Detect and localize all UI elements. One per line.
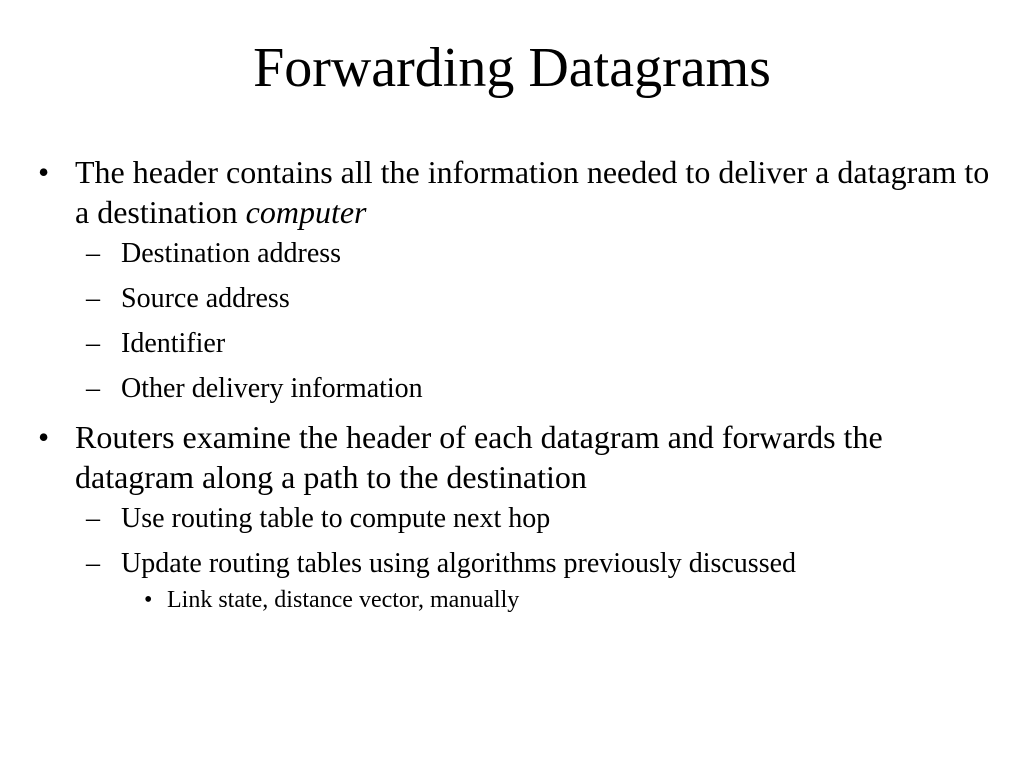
dash-marker: – bbox=[86, 373, 100, 404]
bullet-text-main: The header contains all the information needed to deliver a datagram to a destination bbox=[75, 154, 990, 230]
sub-bullet-text: Use routing table to compute next hop bbox=[121, 503, 551, 534]
slide-title: Forwarding Datagrams bbox=[253, 37, 771, 99]
sub-bullet-text: Source address bbox=[121, 283, 290, 314]
sub-bullet-item bbox=[86, 237, 1008, 271]
bullet-marker: • bbox=[38, 419, 50, 455]
dash-marker: – bbox=[86, 548, 100, 579]
sub-sub-bullet-item bbox=[144, 585, 1008, 615]
bullet-text-emphasis: computer bbox=[245, 194, 367, 230]
bullet-item bbox=[38, 152, 1008, 406]
sub-bullet-item bbox=[86, 372, 1008, 406]
sub-bullet-list bbox=[75, 237, 1008, 406]
bullet-text: Routers examine the header of each datagram and forwards the datagram along a path to the destination bbox=[75, 419, 883, 495]
bullet-item bbox=[38, 417, 1008, 615]
dash-marker: – bbox=[86, 238, 100, 269]
sub-bullet-item bbox=[86, 282, 1008, 316]
dash-marker: – bbox=[86, 283, 100, 314]
dash-marker: – bbox=[86, 328, 100, 359]
small-bullet-marker: • bbox=[144, 587, 153, 613]
sub-bullet-item bbox=[86, 327, 1008, 361]
sub-bullet-item bbox=[86, 502, 1008, 536]
sub-bullet-item bbox=[86, 547, 1008, 615]
bullet-text bbox=[75, 154, 989, 230]
sub-bullet-text: Other delivery information bbox=[121, 373, 423, 404]
sub-sub-bullet-text: Link state, distance vector, manually bbox=[167, 587, 520, 613]
sub-bullet-list bbox=[75, 502, 1008, 615]
bullet-marker: • bbox=[38, 154, 50, 190]
sub-bullet-text: Destination address bbox=[121, 238, 342, 269]
sub-bullet-text: Update routing tables using algorithms previously discussed bbox=[121, 548, 797, 579]
bullet-list bbox=[38, 152, 1008, 626]
dash-marker: – bbox=[86, 503, 100, 534]
sub-bullet-text: Identifier bbox=[121, 328, 226, 359]
sub-sub-bullet-list bbox=[121, 585, 1008, 615]
